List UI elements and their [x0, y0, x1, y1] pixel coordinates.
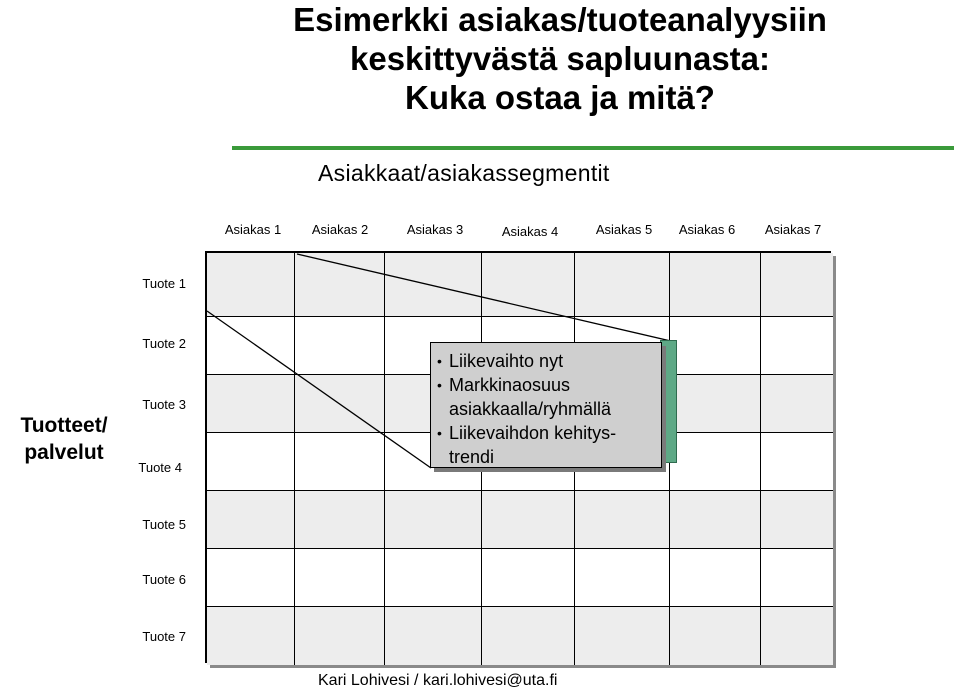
footer-credit: Kari Lohivesi / kari.lohivesi@uta.fi	[318, 672, 558, 689]
column-label-2: Asiakas 2	[311, 222, 369, 237]
matrix-cell	[207, 607, 295, 665]
column-label-3: Asiakas 3	[406, 222, 464, 237]
matrix-cell	[482, 549, 575, 607]
matrix-cell	[207, 433, 295, 491]
title-divider	[232, 146, 954, 150]
callout-item	[437, 349, 657, 373]
row-group-line-2: palvelut	[24, 441, 104, 464]
column-label-7: Asiakas 7	[764, 222, 822, 237]
column-group-header: Asiakkaat/asiakassegmentit	[318, 160, 610, 186]
matrix-cell	[295, 549, 385, 607]
callout-item	[437, 373, 657, 421]
matrix-cell	[295, 253, 385, 317]
bullet-icon: •	[437, 353, 442, 369]
matrix-cell	[482, 491, 575, 549]
matrix-cell	[575, 253, 670, 317]
matrix-cell	[385, 607, 482, 665]
column-label-1: Asiakas 1	[224, 222, 282, 237]
row-group-label	[2, 412, 126, 466]
row-label-3: Tuote 3	[142, 397, 186, 412]
matrix-cell	[295, 433, 385, 491]
matrix-cell	[670, 549, 761, 607]
matrix-cell	[207, 491, 295, 549]
row-label-4: Tuote 4	[138, 460, 182, 475]
matrix-cell	[761, 433, 833, 491]
matrix-cell	[761, 317, 833, 375]
matrix-cell	[670, 253, 761, 317]
matrix-cell	[385, 491, 482, 549]
callout-item-text: Liikevaihto nyt	[449, 351, 564, 371]
callout-box	[430, 342, 662, 468]
matrix-cell	[761, 253, 833, 317]
callout-item-text: Liikevaihdon kehitys-trendi	[449, 423, 617, 467]
matrix-cell	[575, 491, 670, 549]
matrix-cell	[207, 549, 295, 607]
matrix-cell	[295, 491, 385, 549]
matrix-cell	[670, 433, 761, 491]
matrix-cell	[207, 253, 295, 317]
matrix-cell	[295, 375, 385, 433]
matrix-cell	[761, 607, 833, 665]
row-label-6: Tuote 6	[142, 572, 186, 587]
matrix-cell	[385, 253, 482, 317]
matrix-cell	[575, 549, 670, 607]
matrix-cell	[482, 253, 575, 317]
matrix-cell	[482, 607, 575, 665]
matrix-cell	[761, 375, 833, 433]
row-label-5: Tuote 5	[142, 517, 186, 532]
matrix-cell	[295, 607, 385, 665]
matrix-cell	[207, 317, 295, 375]
matrix-cell	[295, 317, 385, 375]
row-label-7: Tuote 7	[142, 629, 186, 644]
bullet-icon: •	[437, 425, 442, 441]
column-label-4: Asiakas 4	[501, 224, 559, 239]
title-line-3: Kuka ostaa ja mitä?	[405, 79, 715, 116]
matrix-cell	[761, 549, 833, 607]
page-title	[230, 0, 890, 117]
callout-item-text: Markkinaosuus asiakkaalla/ryhmällä	[449, 375, 612, 419]
matrix-cell	[385, 549, 482, 607]
row-group-line-1: Tuotteet/	[20, 414, 108, 437]
matrix-cell	[670, 317, 761, 375]
bullet-icon: •	[437, 377, 442, 393]
column-label-5: Asiakas 5	[595, 222, 653, 237]
row-label-2: Tuote 2	[142, 336, 186, 351]
title-line-2: keskittyvästä sapluunasta:	[349, 40, 771, 77]
matrix-cell	[207, 375, 295, 433]
matrix-cell	[761, 491, 833, 549]
row-label-1: Tuote 1	[142, 276, 186, 291]
matrix-cell	[575, 607, 670, 665]
column-label-6: Asiakas 6	[678, 222, 736, 237]
title-line-1: Esimerkki asiakas/tuoteanalyysiin	[293, 1, 827, 38]
callout-item	[437, 421, 657, 469]
matrix-cell	[670, 375, 761, 433]
matrix-cell	[670, 491, 761, 549]
matrix-cell	[670, 607, 761, 665]
